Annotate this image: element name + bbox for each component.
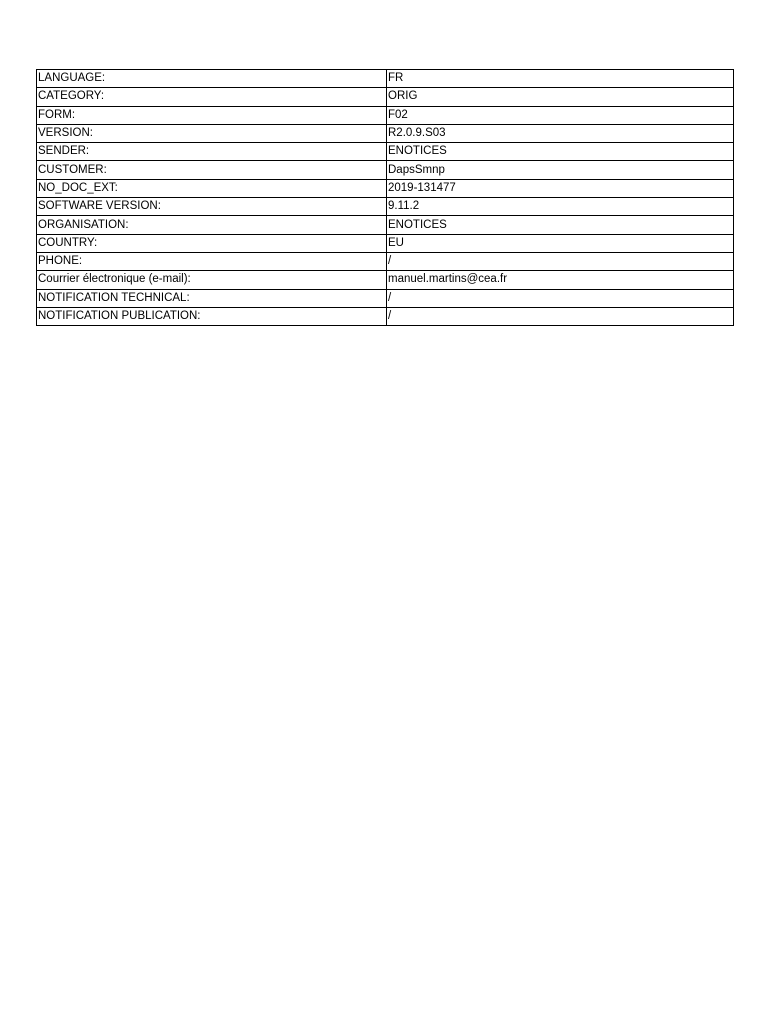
row-value: EU: [387, 234, 734, 252]
row-value: 2019-131477: [387, 179, 734, 197]
metadata-table: [36, 69, 734, 326]
row-label: Courrier électronique (e-mail):: [37, 271, 387, 289]
row-label: NOTIFICATION TECHNICAL:: [37, 289, 387, 307]
row-label: NOTIFICATION PUBLICATION:: [37, 307, 387, 325]
row-label: LANGUAGE:: [37, 70, 387, 88]
row-value: manuel.martins@cea.fr: [387, 271, 734, 289]
table-row: [37, 271, 734, 289]
row-value: /: [387, 289, 734, 307]
table-row: [37, 307, 734, 325]
row-label: CUSTOMER:: [37, 161, 387, 179]
table-row: [37, 88, 734, 106]
row-label: FORM:: [37, 106, 387, 124]
row-value: DapsSmnp: [387, 161, 734, 179]
row-value: FR: [387, 70, 734, 88]
row-label: CATEGORY:: [37, 88, 387, 106]
row-value: ENOTICES: [387, 216, 734, 234]
table-row: [37, 252, 734, 270]
row-value: 9.11.2: [387, 198, 734, 216]
row-label: SENDER:: [37, 143, 387, 161]
table-row: [37, 198, 734, 216]
row-value: F02: [387, 106, 734, 124]
table-row: [37, 179, 734, 197]
row-value: /: [387, 307, 734, 325]
table-row: [37, 234, 734, 252]
metadata-table-body: [37, 70, 734, 326]
table-row: [37, 106, 734, 124]
table-row: [37, 70, 734, 88]
table-row: [37, 289, 734, 307]
row-label: COUNTRY:: [37, 234, 387, 252]
table-row: [37, 161, 734, 179]
table-row: [37, 216, 734, 234]
row-label: ORGANISATION:: [37, 216, 387, 234]
row-label: NO_DOC_EXT:: [37, 179, 387, 197]
row-value: /: [387, 252, 734, 270]
row-value: ENOTICES: [387, 143, 734, 161]
row-label: SOFTWARE VERSION:: [37, 198, 387, 216]
table-row: [37, 124, 734, 142]
row-label: VERSION:: [37, 124, 387, 142]
row-label: PHONE:: [37, 252, 387, 270]
table-row: [37, 143, 734, 161]
row-value: R2.0.9.S03: [387, 124, 734, 142]
row-value: ORIG: [387, 88, 734, 106]
